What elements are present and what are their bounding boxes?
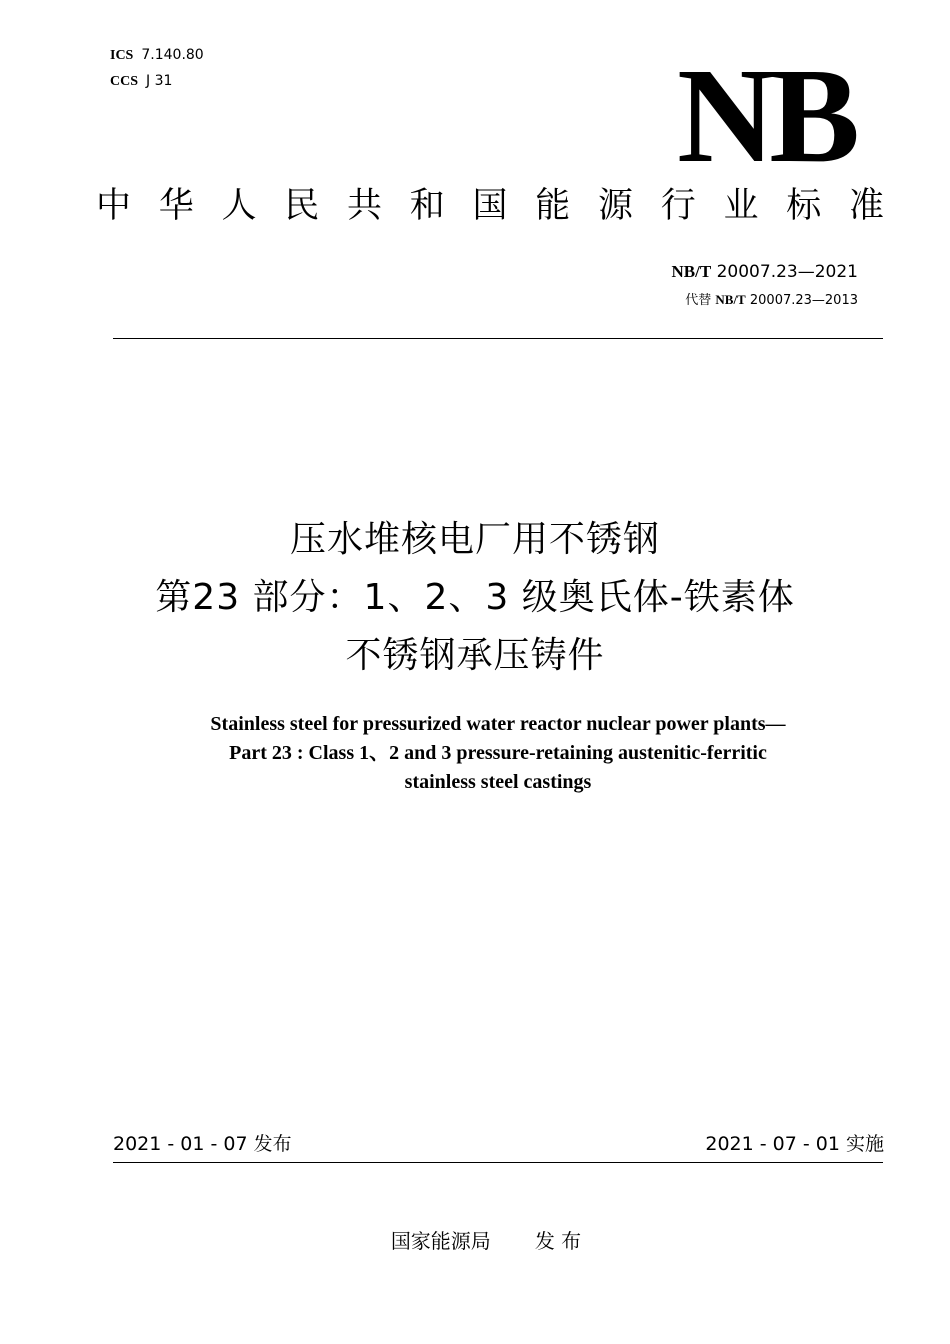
effective-date: 2021 - 07 - 01 实施 <box>705 1133 884 1155</box>
standard-category: 中华人民共和国能源行业标准 <box>96 186 886 226</box>
ics-value: 7.140.80 <box>141 47 204 63</box>
title-en-line2: Part 23 : Class 1、2 and 3 pressure-retaining austenitic-ferritic <box>229 742 767 764</box>
replaces-number: 20007.23—2013 <box>749 293 858 308</box>
replaces-label: 代替 <box>685 293 712 308</box>
title-en-line3: stainless steel castings <box>404 771 592 793</box>
standard-number <box>672 261 858 283</box>
ics-label: ICS <box>110 48 134 63</box>
ccs-code <box>110 72 172 91</box>
nb-logo: NB <box>677 41 854 191</box>
title-cn-line3: 不锈钢承压铸件 <box>345 635 605 676</box>
issuer-action: 发 布 <box>534 1229 582 1253</box>
ics-code <box>110 46 204 65</box>
issuer <box>0 1226 950 1256</box>
ccs-value: J 31 <box>146 73 173 89</box>
issuer-name: 国家能源局 <box>390 1229 491 1253</box>
standard-number-prefix: NB/T <box>671 262 712 281</box>
top-divider <box>113 338 883 339</box>
title-en-line1: Stainless steel for pressurized water reactor nuclear power plants— <box>210 713 786 735</box>
standard-number-value: 20007.23—2021 <box>716 262 858 282</box>
title-english <box>0 710 950 797</box>
title-cn-line1: 压水堆核电厂用不锈钢 <box>289 519 660 560</box>
title-chinese <box>0 516 950 680</box>
replaces-standard <box>685 291 858 310</box>
bottom-divider <box>113 1162 883 1163</box>
title-cn-line2: 第23 部分：1、2、3 级奥氏体-铁素体 <box>155 577 795 618</box>
ccs-label: CCS <box>110 74 139 89</box>
replaces-prefix: NB/T <box>715 292 746 307</box>
issue-date: 2021 - 01 - 07 发布 <box>113 1133 292 1155</box>
